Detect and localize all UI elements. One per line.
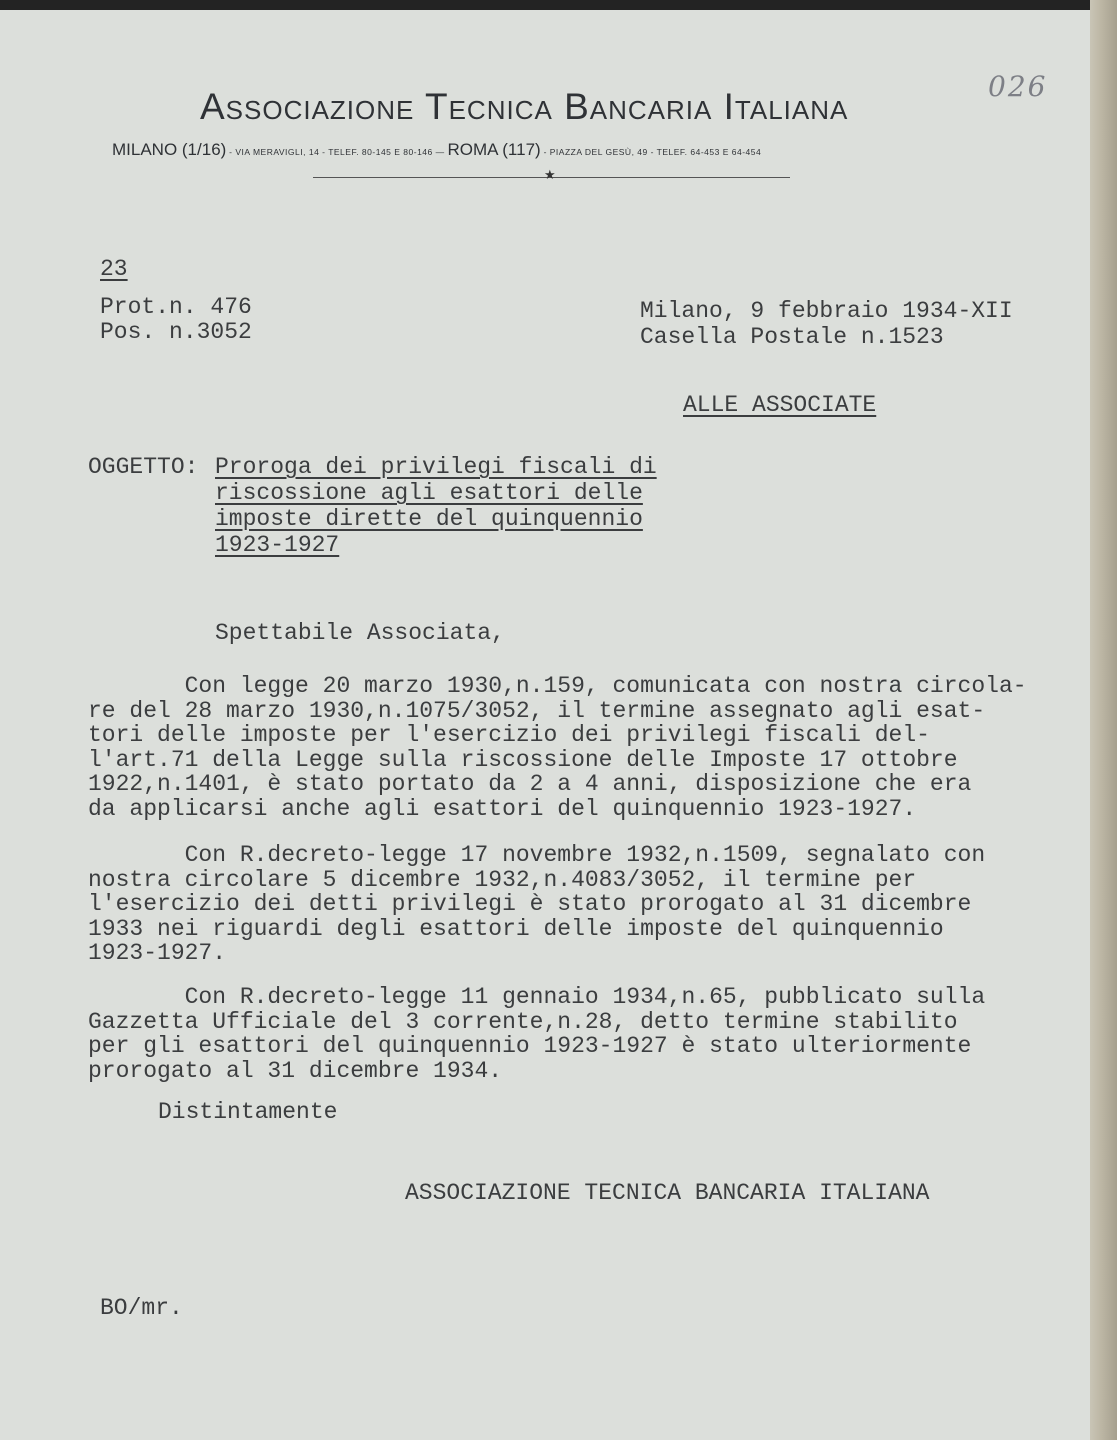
roma-city: ROMA (117) [447,140,541,159]
recipient: ALLE ASSOCIATE [683,392,877,418]
archive-number: 026 [988,70,1048,103]
text-line: da applicarsi anche agli esattori del quinquennio 1923-1927. [88,795,917,822]
subject-line: riscossione agli esattori delle [215,480,643,506]
letterhead-address [112,140,992,160]
text-line: nostra circolare 5 dicembre 1932,n.4083/3052, il termine per [88,866,917,893]
subject-line: Proroga dei privilegi fiscali di [215,454,657,480]
subject-label: OGGETTO: [88,454,199,480]
roma-details: - PIAZZA DEL GESÙ, 49 - TELEF. 64-453 E 64-454 [540,147,762,157]
scan-right-edge [1090,0,1117,1440]
text-line: prorogato al 31 dicembre 1934. [88,1057,503,1084]
star-ornament-icon: ★ [544,168,556,183]
subject-line: 1923-1927 [215,532,340,558]
salutation: Spettabile Associata, [215,620,505,646]
protocol-number: Prot.n. 476 [100,294,252,320]
text-line: tori delle imposte per l'esercizio dei privilegi fiscali del- [88,722,930,748]
text-line: Con R.decreto-legge 11 gennaio 1934,n.65, pubblicato sulla [88,984,986,1010]
text-line: l'art.71 della Legge sulla riscossione delle Imposte 17 ottobre [88,746,958,773]
initials: BO/mr. [100,1295,183,1321]
closing: Distintamente [158,1099,338,1125]
scan-top-edge [0,0,1117,10]
text-line: Con legge 20 marzo 1930,n.159, comunicata con nostra circola- [88,673,1027,699]
text-line: 1923-1927. [88,940,227,966]
po-box: Casella Postale n.1523 [640,324,944,350]
text-line: l'esercizio dei detti privilegi è stato prorogato al 31 dicembre [88,891,972,917]
paragraph-1 [88,674,1027,821]
milano-city: MILANO (1/16) [112,140,227,159]
text-line: per gli esattori del quinquennio 1923-1927 è stato ulteriormente [88,1033,972,1059]
place-date: Milano, 9 febbraio 1934-XII [640,298,1013,324]
signature: ASSOCIAZIONE TECNICA BANCARIA ITALIANA [405,1180,930,1206]
text-line: 1922,n.1401, è stato portato da 2 a 4 anni, disposizione che era [88,771,972,797]
letterhead-title: Associazione Tecnica Bancaria Italiana [200,86,849,127]
reference-number: 23 [100,256,128,282]
subject-line: imposte dirette del quinquennio [215,506,643,532]
text-line: Gazzetta Ufficiale del 3 corrente,n.28, detto termine stabilito [88,1008,958,1035]
paragraph-2 [88,843,985,966]
text-line: 1933 nei riguardi degli esattori delle imposte del quinquennio [88,915,944,942]
position-number: Pos. n.3052 [100,319,252,345]
paragraph-3 [88,985,985,1083]
text-line: Con R.decreto-legge 17 novembre 1932,n.1509, segnalato con [88,842,986,868]
text-line: re del 28 marzo 1930,n.1075/3052, il termine assegnato agli esat- [88,697,986,724]
milano-details: - VIA MERAVIGLI, 14 - TELEF. 80-145 E 80-146 — [226,147,448,157]
